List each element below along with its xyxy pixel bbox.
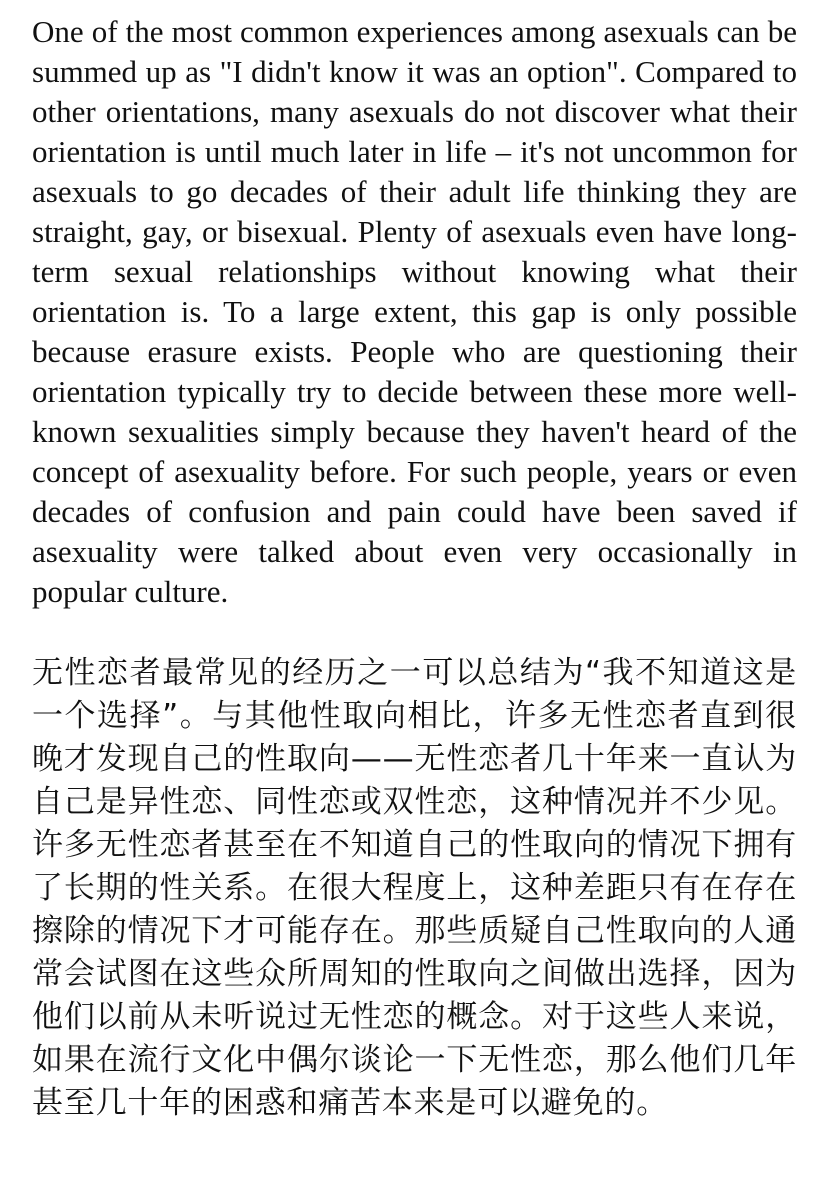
- english-paragraph: One of the most common experiences among asexuals can be summed up as "I didn't know it was an option". Compared to other orientations, many asexuals do not discover what their orientation is until much later in life – it's not uncommon for asexuals to go decades of their adult life thinking they are straight, gay, or bisexual. Plenty of asexuals even have long-term sexual relationships without knowing what their orientation is. To a large extent, this gap is only possible because erasure exists. People who are questioning their orientation typically try to decide between these more well-known sexualities simply because they haven't heard of the concept of asexuality before. For such people, years or even decades of confusion and pain could have been saved if asexuality were talked about even very occasionally in popular culture.: [32, 14, 797, 609]
- chinese-paragraph: 无性恋者最常见的经历之一可以总结为“我不知道这是一个选择”。与其他性取向相比，许多无性恋者直到很晚才发现自己的性取向——无性恋者几十年来一直认为自己是异性恋、同性恋或双性恋，这种情况并不少见。许多无性恋者甚至在不知道自己的性取向的情况下拥有了长期的性关系。在很大程度上，这种差距只有在存在擦除的情况下才可能存在。那些质疑自己性取向的人通常会试图在这些众所周知的性取向之间做出选择，因为他们以前从未听说过无性恋的概念。对于这些人来说，如果在流行文化中偶尔谈论一下无性恋，那么他们几年甚至几十年的困惑和痛苦本来是可以避免的。: [32, 655, 797, 1121]
- document-page: [32, 12, 797, 1125]
